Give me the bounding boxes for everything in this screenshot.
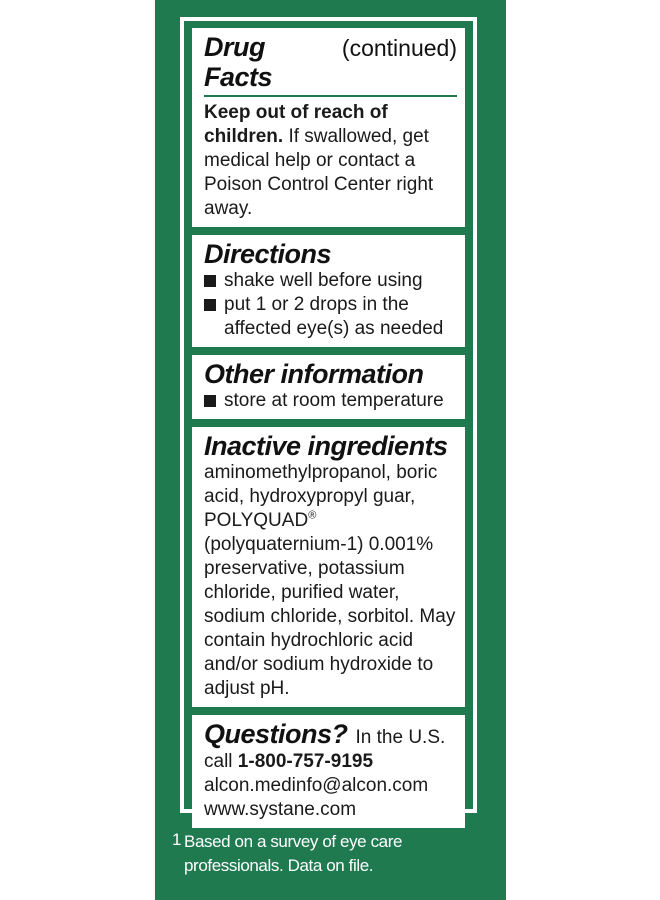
phone-line: [204, 750, 457, 774]
inactive-text-a: aminomethylpropanol, boric acid, hydroxypropyl guar, POLYQUAD: [204, 462, 438, 531]
inactive-ingredients-text: [204, 461, 457, 701]
drug-facts-inner: [184, 21, 473, 820]
directions-heading: Directions: [204, 239, 332, 269]
inactive-ingredients-heading: Inactive ingredients: [204, 431, 448, 461]
inactive-text-b: (polyquaternium-1) 0.001% preservative, potassium chloride, purified water, sodium chloride, sorbitol. May contain hydrochloric acid and/or sodium hydroxide to adjust pH.: [204, 534, 456, 699]
footnote-mark: 1: [172, 830, 182, 849]
label-panel: [155, 0, 506, 900]
keep-out-bold: Keep out of reach of children.: [204, 102, 388, 147]
drug-facts-title: [204, 32, 457, 97]
inactive-ingredients-section: [192, 427, 465, 707]
phone-number[interactable]: 1-800-757-9195: [237, 751, 374, 772]
other-information-heading: Other information: [204, 359, 424, 389]
questions-section: [192, 715, 465, 828]
list-item: shake well before using: [204, 269, 457, 293]
other-information-list: [204, 389, 457, 413]
footnote-text: Based on a survey of eye care professionals. Data on file.: [184, 832, 403, 875]
call-text: call: [204, 751, 233, 772]
registered-mark: ®: [308, 509, 317, 522]
directions-section: [192, 235, 465, 347]
keep-out-text: If swallowed, get medical help or contact a Poison Control Center right away.: [204, 126, 434, 219]
questions-row: [204, 719, 457, 750]
other-information-section: [192, 355, 465, 419]
email-link[interactable]: alcon.medinfo@alcon.com: [204, 775, 429, 796]
drug-facts-frame: [180, 17, 477, 820]
directions-list: [204, 269, 457, 341]
questions-heading: Questions?: [204, 719, 348, 749]
drug-facts-heading: Drug Facts: [204, 32, 273, 92]
footnote: [172, 830, 492, 878]
drug-facts-section: [192, 28, 465, 227]
questions-intro: In the U.S.: [355, 727, 446, 748]
website-link[interactable]: www.systane.com: [204, 799, 357, 820]
drug-facts-continued: (continued): [341, 35, 457, 61]
list-item: put 1 or 2 drops in the affected eye(s) as needed: [204, 293, 457, 341]
list-item: store at room temperature: [204, 389, 457, 413]
keep-out-warning: [204, 101, 457, 221]
